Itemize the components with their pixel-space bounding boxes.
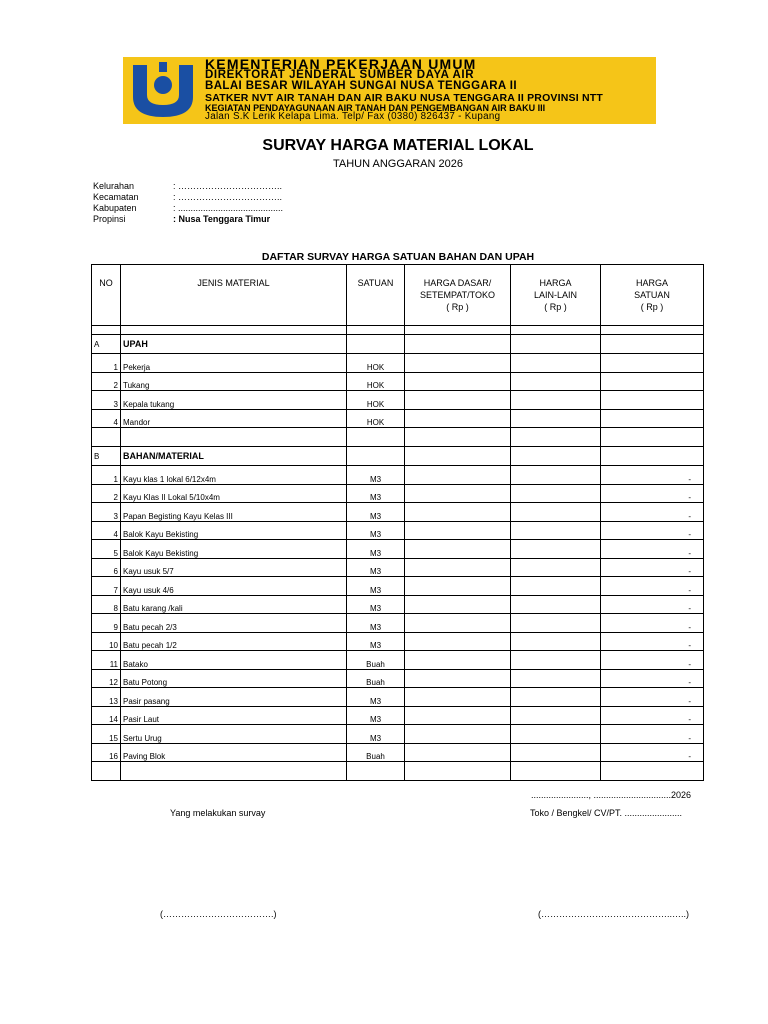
item-name: Batu karang /kali	[121, 595, 347, 614]
table-row	[92, 651, 704, 670]
harga-satuan-cell: -	[601, 614, 704, 633]
harga-dasar-cell	[405, 409, 511, 428]
info-value: : ……………………………..	[173, 181, 283, 191]
info-label: Kabupaten	[93, 203, 137, 213]
item-no: 14	[92, 706, 121, 725]
header-line: LAIN-LAIN	[533, 290, 577, 300]
empty-cell	[601, 447, 704, 466]
header-balai: BALAI BESAR WILAYAH SUNGAI NUSA TENGGARA II	[205, 80, 517, 92]
item-name: Papan Begisting Kayu Kelas III	[121, 503, 347, 522]
harga-dasar-cell	[405, 354, 511, 373]
harga-dasar-cell	[405, 540, 511, 559]
item-no: 6	[92, 558, 121, 577]
empty-cell	[405, 326, 511, 335]
harga-dasar-cell	[405, 466, 511, 485]
harga-lain-cell	[511, 743, 601, 762]
item-name: Kayu usuk 4/6	[121, 577, 347, 596]
item-no: 2	[92, 484, 121, 503]
item-name: Mandor	[121, 409, 347, 428]
item-unit: M3	[347, 595, 405, 614]
item-no: 9	[92, 614, 121, 633]
item-name: Kepala tukang	[121, 391, 347, 410]
item-unit: M3	[347, 725, 405, 744]
harga-lain-cell	[511, 688, 601, 707]
harga-satuan-cell: -	[601, 503, 704, 522]
empty-cell	[601, 335, 704, 354]
header-line: ( Rp )	[446, 302, 469, 312]
item-name: Kayu klas 1 lokal 6/12x4m	[121, 466, 347, 485]
col-harga-satuan-header	[601, 265, 704, 326]
harga-satuan-cell: -	[601, 484, 704, 503]
harga-satuan-cell: -	[601, 743, 704, 762]
header-line: HARGA DASAR/	[423, 278, 492, 288]
harga-lain-cell	[511, 725, 601, 744]
harga-dasar-cell	[405, 651, 511, 670]
item-unit: HOK	[347, 409, 405, 428]
item-name: Pasir Laut	[121, 706, 347, 725]
item-unit: M3	[347, 614, 405, 633]
item-unit: M3	[347, 484, 405, 503]
item-no: 1	[92, 354, 121, 373]
table-row	[92, 484, 704, 503]
item-unit: HOK	[347, 391, 405, 410]
table-row	[92, 521, 704, 540]
col-harga-lain-header	[511, 265, 601, 326]
price-survey-table	[91, 264, 704, 781]
empty-cell	[601, 428, 704, 447]
empty-cell	[92, 762, 121, 781]
item-no: 12	[92, 669, 121, 688]
spacer-row	[92, 428, 704, 447]
empty-cell	[405, 335, 511, 354]
info-row	[93, 203, 283, 214]
harga-dasar-cell	[405, 503, 511, 522]
harga-lain-cell	[511, 595, 601, 614]
item-no: 1	[92, 466, 121, 485]
table-row	[92, 743, 704, 762]
table-row	[92, 706, 704, 725]
item-unit: M3	[347, 540, 405, 559]
harga-lain-cell	[511, 409, 601, 428]
header-line: SATUAN	[634, 290, 670, 300]
spacer-row	[92, 762, 704, 781]
harga-dasar-cell	[405, 614, 511, 633]
item-name: Kayu Klas II Lokal 5/10x4m	[121, 484, 347, 503]
item-unit: HOK	[347, 354, 405, 373]
header-line: SETEMPAT/TOKO	[419, 290, 495, 300]
col-satuan-header: SATUAN	[347, 265, 405, 326]
item-no: 7	[92, 577, 121, 596]
empty-cell	[511, 326, 601, 335]
harga-lain-cell	[511, 372, 601, 391]
harga-lain-cell	[511, 391, 601, 410]
harga-dasar-cell	[405, 391, 511, 410]
harga-dasar-cell	[405, 521, 511, 540]
item-no: 3	[92, 503, 121, 522]
empty-cell	[511, 447, 601, 466]
header-line: ( Rp )	[640, 302, 664, 312]
empty-cell	[601, 762, 704, 781]
empty-cell	[121, 326, 347, 335]
harga-satuan-cell: -	[601, 540, 704, 559]
item-no: 8	[92, 595, 121, 614]
header-address: Jalan S.K Lerik Kelapa Lima. Telp/ Fax (0380) 826437 - Kupang	[205, 111, 501, 122]
pu-logo-icon	[123, 57, 203, 124]
item-unit: M3	[347, 688, 405, 707]
item-name: Batu pecah 1/2	[121, 632, 347, 651]
harga-dasar-cell	[405, 595, 511, 614]
item-unit: M3	[347, 521, 405, 540]
item-unit: M3	[347, 503, 405, 522]
item-name: Balok Kayu Bekisting	[121, 521, 347, 540]
item-no: 4	[92, 521, 121, 540]
header-satker: SATKER NVT AIR TANAH DAN AIR BAKU NUSA TENGGARA II PROVINSI NTT	[205, 92, 603, 104]
info-value: : ..........................................	[173, 203, 284, 213]
header-kegiatan: KEGIATAN PENDAYAGUNAAN AIR TANAH DAN PENGEMBANGAN AIR BAKU III	[205, 103, 546, 113]
harga-satuan-cell: -	[601, 466, 704, 485]
info-label: Kelurahan	[93, 181, 135, 191]
info-label: Kecamatan	[93, 192, 139, 202]
item-name: Batako	[121, 651, 347, 670]
table-row	[92, 503, 704, 522]
harga-satuan-cell	[601, 354, 704, 373]
table-body	[92, 326, 704, 781]
item-no: 13	[92, 688, 121, 707]
empty-cell	[92, 326, 121, 335]
harga-lain-cell	[511, 651, 601, 670]
item-no: 15	[92, 725, 121, 744]
header-line: HARGA	[539, 278, 572, 288]
header-ministry: KEMENTERIAN PEKERJAAN UMUM	[205, 56, 477, 72]
table-row	[92, 540, 704, 559]
empty-cell	[347, 428, 405, 447]
harga-satuan-cell: -	[601, 651, 704, 670]
item-name: Balok Kayu Bekisting	[121, 540, 347, 559]
empty-cell	[511, 762, 601, 781]
surveyor-label: Yang melakukan survay	[170, 808, 266, 818]
table-title: DAFTAR SURVAY HARGA SATUAN BAHAN DAN UPAH	[261, 251, 535, 263]
empty-cell	[121, 762, 347, 781]
harga-satuan-cell: -	[601, 632, 704, 651]
item-no: 2	[92, 372, 121, 391]
harga-lain-cell	[511, 669, 601, 688]
harga-dasar-cell	[405, 706, 511, 725]
empty-cell	[347, 762, 405, 781]
shop-label: Toko / Bengkel/ CV/PT. .......................	[530, 808, 683, 818]
item-no: 4	[92, 409, 121, 428]
item-no: 16	[92, 743, 121, 762]
empty-cell	[511, 428, 601, 447]
section-label: BAHAN/MATERIAL	[121, 447, 347, 466]
harga-lain-cell	[511, 558, 601, 577]
table-row	[92, 391, 704, 410]
section-code: B	[92, 447, 121, 466]
harga-satuan-cell	[601, 391, 704, 410]
harga-satuan-cell	[601, 372, 704, 391]
header-directorate: DIREKTORAT JENDERAL SUMBER DAYA AIR	[205, 69, 475, 81]
empty-cell	[405, 762, 511, 781]
harga-lain-cell	[511, 466, 601, 485]
table-row	[92, 354, 704, 373]
harga-dasar-cell	[405, 372, 511, 391]
empty-cell	[92, 428, 121, 447]
item-name: Pekerja	[121, 354, 347, 373]
header-line: ( Rp )	[544, 302, 567, 312]
harga-satuan-cell: -	[601, 725, 704, 744]
date-line: ......................., ...............................2026	[531, 790, 692, 800]
header-line: HARGA	[635, 278, 668, 288]
harga-satuan-cell: -	[601, 669, 704, 688]
page-title: SURVAY HARGA MATERIAL LOKAL	[262, 137, 534, 154]
info-row	[93, 214, 283, 225]
item-unit: HOK	[347, 372, 405, 391]
empty-cell	[347, 335, 405, 354]
item-unit: M3	[347, 632, 405, 651]
harga-dasar-cell	[405, 669, 511, 688]
info-label: Propinsi	[93, 214, 126, 224]
harga-satuan-cell: -	[601, 595, 704, 614]
harga-lain-cell	[511, 354, 601, 373]
harga-lain-cell	[511, 484, 601, 503]
table-row	[92, 558, 704, 577]
harga-satuan-cell: -	[601, 706, 704, 725]
item-unit: M3	[347, 466, 405, 485]
col-harga-dasar-header	[405, 265, 511, 326]
item-name: Tukang	[121, 372, 347, 391]
harga-lain-cell	[511, 632, 601, 651]
section-code: A	[92, 335, 121, 354]
page-subtitle: TAHUN ANGGARAN 2026	[332, 158, 463, 170]
harga-dasar-cell	[405, 577, 511, 596]
info-row	[93, 181, 283, 192]
item-unit: M3	[347, 558, 405, 577]
col-no-header: NO	[92, 265, 121, 326]
item-unit: Buah	[347, 743, 405, 762]
table-row	[92, 409, 704, 428]
empty-cell	[405, 428, 511, 447]
spacer-row	[92, 326, 704, 335]
empty-cell	[347, 326, 405, 335]
section-row	[92, 335, 704, 354]
item-no: 3	[92, 391, 121, 410]
harga-satuan-cell: -	[601, 521, 704, 540]
info-value: : Nusa Tenggara Timur	[173, 214, 271, 224]
item-name: Batu pecah 2/3	[121, 614, 347, 633]
table-row	[92, 614, 704, 633]
section-row	[92, 447, 704, 466]
item-name: Pasir pasang	[121, 688, 347, 707]
harga-dasar-cell	[405, 558, 511, 577]
empty-cell	[511, 335, 601, 354]
section-label: UPAH	[121, 335, 347, 354]
item-unit: M3	[347, 577, 405, 596]
item-unit: Buah	[347, 669, 405, 688]
surveyor-signature: (……………………………….)	[160, 909, 277, 919]
harga-lain-cell	[511, 577, 601, 596]
harga-dasar-cell	[405, 484, 511, 503]
harga-dasar-cell	[405, 743, 511, 762]
table-row	[92, 725, 704, 744]
table-row	[92, 595, 704, 614]
item-name: Kayu usuk 5/7	[121, 558, 347, 577]
harga-satuan-cell: -	[601, 688, 704, 707]
harga-satuan-cell	[601, 409, 704, 428]
item-name: Sertu Urug	[121, 725, 347, 744]
harga-lain-cell	[511, 521, 601, 540]
empty-cell	[347, 447, 405, 466]
item-no: 11	[92, 651, 121, 670]
col-jenis-header: JENIS MATERIAL	[121, 265, 347, 326]
empty-cell	[601, 326, 704, 335]
harga-satuan-cell: -	[601, 558, 704, 577]
table-row	[92, 688, 704, 707]
harga-satuan-cell: -	[601, 577, 704, 596]
item-name: Paving Blok	[121, 743, 347, 762]
shop-signature: (……………………………………..…..)	[538, 909, 689, 919]
harga-lain-cell	[511, 614, 601, 633]
harga-dasar-cell	[405, 632, 511, 651]
info-value: : ……………………………..	[173, 192, 283, 202]
harga-lain-cell	[511, 540, 601, 559]
item-name: Batu Potong	[121, 669, 347, 688]
harga-dasar-cell	[405, 688, 511, 707]
item-unit: Buah	[347, 651, 405, 670]
location-info	[93, 181, 283, 225]
table-row	[92, 669, 704, 688]
item-no: 10	[92, 632, 121, 651]
empty-cell	[405, 447, 511, 466]
table-header-row	[92, 265, 704, 326]
harga-dasar-cell	[405, 725, 511, 744]
table-row	[92, 577, 704, 596]
table-row	[92, 372, 704, 391]
info-row	[93, 192, 283, 203]
table-row	[92, 466, 704, 485]
item-no: 5	[92, 540, 121, 559]
harga-lain-cell	[511, 503, 601, 522]
table-row	[92, 632, 704, 651]
item-unit: M3	[347, 706, 405, 725]
harga-lain-cell	[511, 706, 601, 725]
empty-cell	[121, 428, 347, 447]
